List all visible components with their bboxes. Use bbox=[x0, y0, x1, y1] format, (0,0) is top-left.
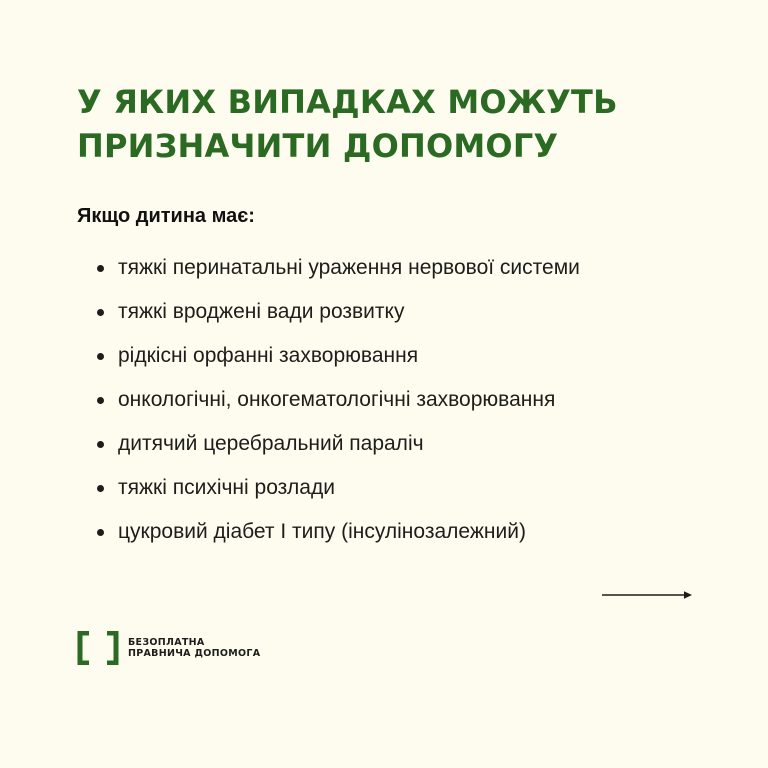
bullet-icon bbox=[97, 265, 104, 272]
bullet-icon bbox=[97, 353, 104, 360]
list-item-text: онкологічні, онкогематологічні захворювання bbox=[118, 388, 556, 411]
list-item-text: цукровий діабет I типу (інсулінозалежний) bbox=[118, 520, 526, 543]
list-item-text: тяжкі вроджені вади розвитку bbox=[118, 300, 405, 323]
list-item bbox=[97, 472, 697, 503]
logo-text-line-2: ПРАВНИЧА ДОПОМОГА bbox=[128, 648, 261, 659]
page-title-line-1: У ЯКИХ ВИПАДКАХ МОЖУТЬ bbox=[77, 83, 618, 121]
bullet-icon bbox=[97, 529, 104, 536]
logo-text-line-1: БЕЗОПЛАТНА bbox=[128, 637, 205, 648]
list-item-text: тяжкі перинатальні ураження нервової системи bbox=[118, 256, 580, 279]
list-intro: Якщо дитина має: bbox=[77, 205, 255, 227]
page-title-line-2: ПРИЗНАЧИТИ ДОПОМОГУ bbox=[77, 127, 559, 165]
bullet-icon bbox=[97, 485, 104, 492]
list-item bbox=[97, 252, 697, 283]
list-item bbox=[97, 340, 697, 371]
list-item bbox=[97, 516, 697, 547]
brackets-logo-icon bbox=[77, 631, 119, 665]
brand-logo bbox=[77, 631, 260, 665]
list-item bbox=[97, 384, 697, 415]
list-item-text: дитячий церебральний параліч bbox=[118, 432, 424, 455]
bullet-icon bbox=[97, 309, 104, 316]
bullet-icon bbox=[97, 397, 104, 404]
page-title bbox=[77, 80, 717, 168]
arrow-right-icon[interactable] bbox=[602, 589, 692, 601]
logo-text bbox=[128, 637, 260, 659]
bullet-icon bbox=[97, 441, 104, 448]
list-item bbox=[97, 428, 697, 459]
list-item bbox=[97, 296, 697, 327]
list-item-text: тяжкі психічні розлади bbox=[118, 476, 335, 499]
conditions-list bbox=[97, 252, 697, 560]
list-item-text: рідкісні орфанні захворювання bbox=[118, 344, 419, 367]
